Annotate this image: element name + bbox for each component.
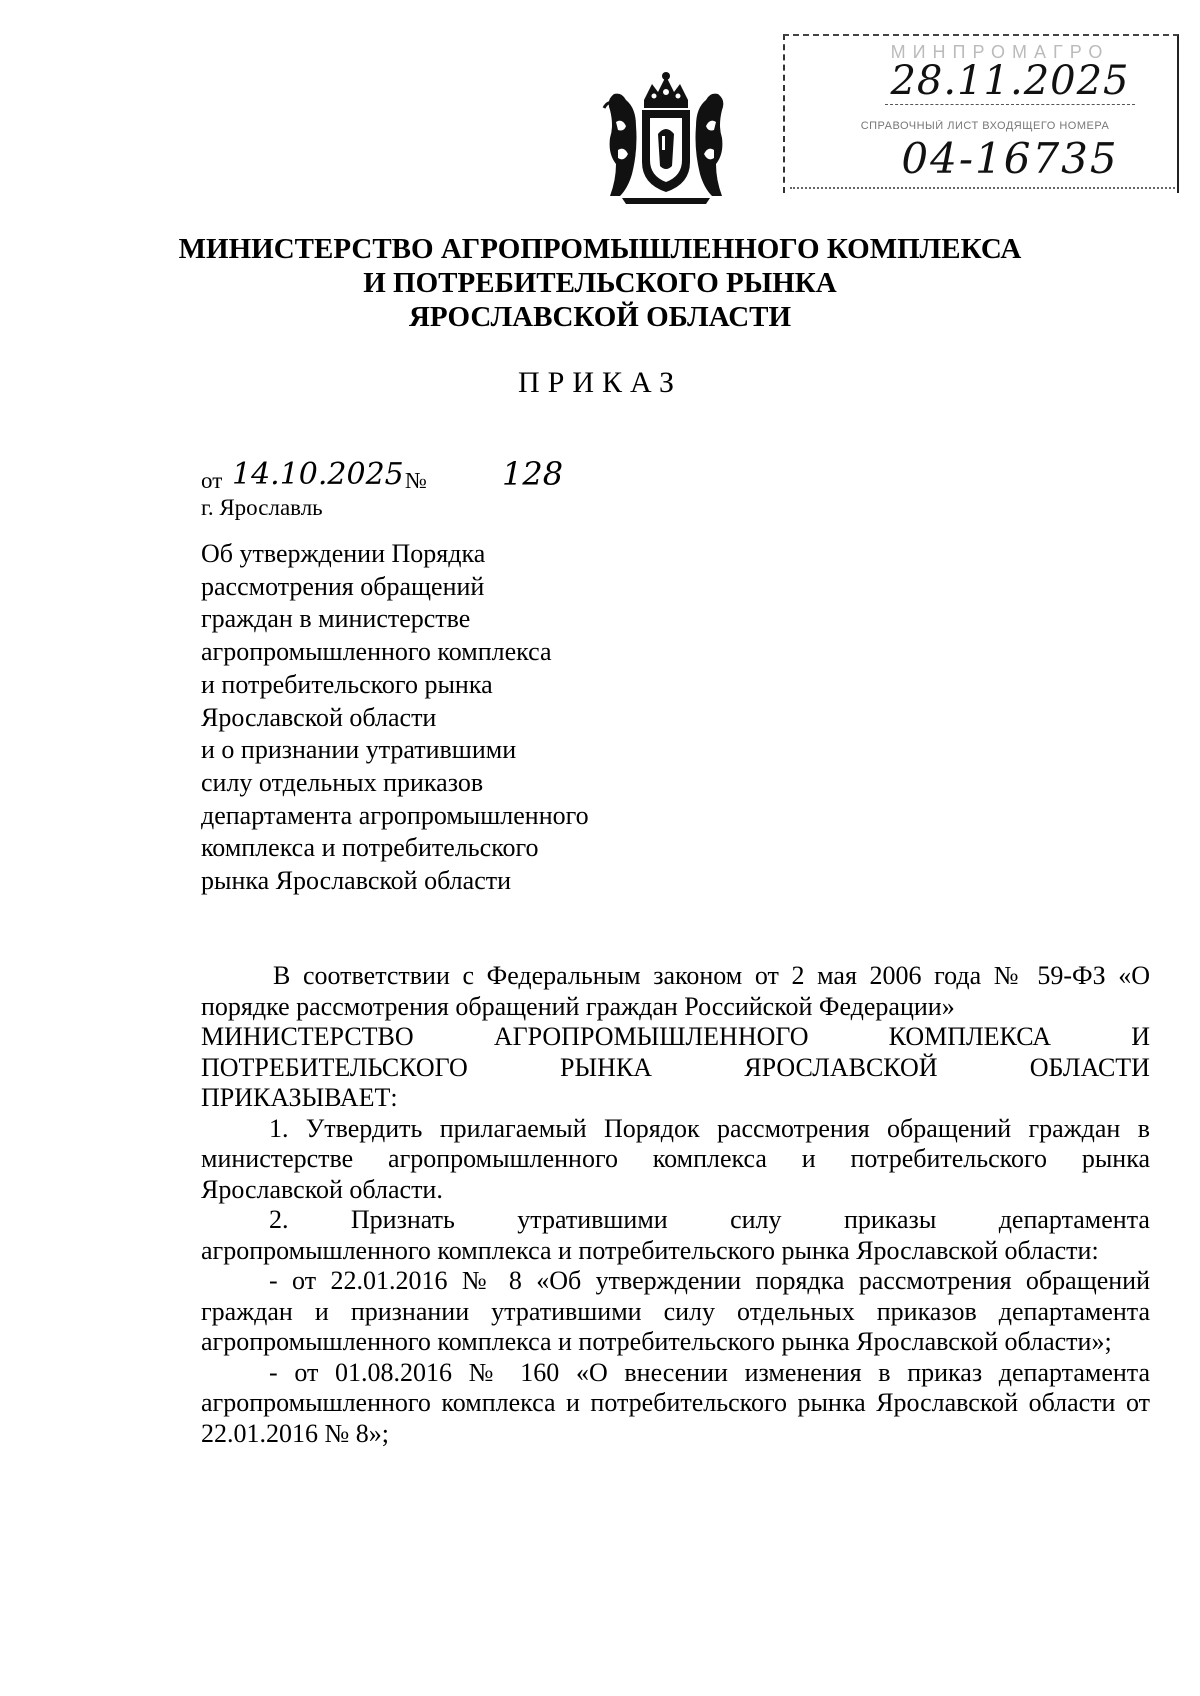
number-prefix: № bbox=[405, 468, 427, 493]
item-2-continuation: агропромышленного комплекса и потребительского рынка Ярославской области: bbox=[201, 1235, 1099, 1265]
ministry-line-2: И ПОТРЕБИТЕЛЬСКОГО РЫНКА bbox=[363, 267, 837, 299]
item-1-paragraph: 1. Утвердить прилагаемый Порядок рассмотрения обращений граждан в министерстве агропромышленного комплекса и потребительского рынка Ярославской области. bbox=[201, 1113, 1150, 1204]
item-2-word: департамента bbox=[998, 1205, 1150, 1234]
item-2-word: приказы bbox=[843, 1205, 937, 1234]
stamp-received-date: 28.11.2025 bbox=[885, 58, 1135, 105]
subject-line: граждан в министерстве bbox=[201, 604, 471, 634]
caps-word: И bbox=[1131, 1022, 1150, 1051]
order-body bbox=[201, 961, 1150, 1449]
stamp-header: МИНПРОМАГРО bbox=[890, 42, 1110, 62]
ministry-line-3: ЯРОСЛАВСКОЙ ОБЛАСТИ bbox=[408, 301, 792, 333]
stamp-caption: СПРАВОЧНЫЙ ЛИСТ ВХОДЯЩЕГО НОМЕРА bbox=[860, 120, 1110, 132]
preamble-paragraph: В соответствии с Федеральным законом от 2 мая 2006 года № 59-ФЗ «О порядке рассмотрения обращений граждан Российской Федерации» bbox=[201, 961, 1150, 1021]
item-2-word: утратившими bbox=[517, 1205, 668, 1234]
ministry-heading bbox=[150, 232, 1050, 334]
document-type: ПРИКАЗ bbox=[518, 366, 682, 399]
item-2-first-line bbox=[201, 1205, 1150, 1236]
coat-of-arms-icon bbox=[602, 70, 730, 206]
orders-word: ПРИКАЗЫВАЕТ: bbox=[201, 1083, 398, 1112]
subject-line: Об утверждении Порядка bbox=[201, 539, 486, 568]
subject-line: и о признании утратившими bbox=[201, 735, 517, 765]
repealed-order-1: - от 22.01.2016 № 8 «Об утверждении порядка рассмотрения обращений граждан и признании утратившими силу отдельных приказов департамента агропромышленного комплекса и потребительского рынка Ярославской области»; bbox=[201, 1266, 1150, 1356]
ministry-caps-line-2 bbox=[201, 1053, 1150, 1084]
stamp-bottom-border bbox=[790, 187, 1175, 189]
caps-word: АГРОПРОМЫШЛЕННОГО bbox=[493, 1022, 809, 1051]
subject-line: департамента агропромышленного bbox=[201, 800, 589, 830]
caps-word: РЫНКА bbox=[560, 1052, 653, 1082]
item-2-word: Признать bbox=[350, 1205, 455, 1234]
subject-line: комплекса и потребительского bbox=[201, 833, 539, 863]
order-date: 14.10.2025 bbox=[232, 457, 404, 492]
item-2-word: силу bbox=[730, 1205, 782, 1234]
order-number: 128 bbox=[502, 455, 564, 493]
subject-line: силу отдельных приказов bbox=[201, 767, 484, 797]
subject-line: и потребительского рынка bbox=[201, 669, 493, 699]
order-city: г. Ярославль bbox=[201, 495, 323, 520]
ministry-line-1: МИНИСТЕРСТВО АГРОПРОМЫШЛЕННОГО КОМПЛЕКСА bbox=[178, 233, 1022, 265]
subject-line: рынка Ярославской области bbox=[201, 866, 512, 896]
stamp-incoming-number: 04-16735 bbox=[901, 134, 1119, 183]
order-subject bbox=[201, 538, 721, 898]
caps-word: ОБЛАСТИ bbox=[1029, 1052, 1150, 1082]
caps-word: КОМПЛЕКСА bbox=[888, 1022, 1052, 1051]
caps-word: МИНИСТЕРСТВО bbox=[201, 1022, 414, 1051]
caps-word: ПОТРЕБИТЕЛЬСКОГО bbox=[201, 1052, 468, 1082]
subject-line: рассмотрения обращений bbox=[201, 571, 485, 601]
item-2-word: 2. bbox=[269, 1205, 289, 1234]
repealed-order-2: - от 01.08.2016 № 160 «О внесении изменения в приказ департамента агропромышленного комплекса и потребительского рынка Ярославской области от 22.01.2016 № 8»; bbox=[201, 1357, 1150, 1448]
subject-line: агропромышленного комплекса bbox=[201, 637, 552, 667]
caps-word: ЯРОСЛАВСКОЙ bbox=[744, 1052, 938, 1082]
subject-line: Ярославской области bbox=[201, 702, 437, 732]
date-prefix: от bbox=[201, 468, 223, 493]
ministry-caps-line-1 bbox=[201, 1022, 1150, 1053]
